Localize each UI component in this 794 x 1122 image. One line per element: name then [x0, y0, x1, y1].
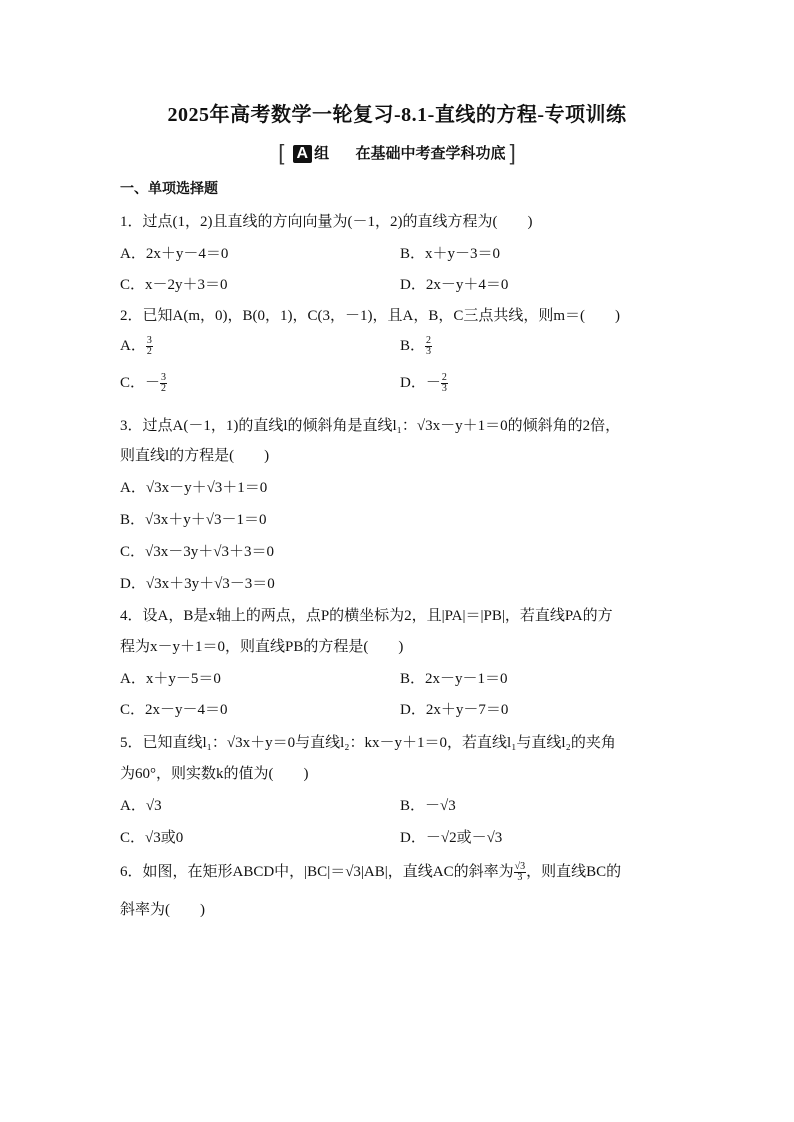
q2a-prefix: A．	[120, 338, 146, 354]
fraction-denominator: 2	[146, 346, 152, 358]
fraction-numerator: √3	[514, 861, 526, 873]
q2b-prefix: B．	[400, 338, 426, 354]
q5-option-b: B．－√3	[400, 798, 456, 814]
q2-option-d	[400, 371, 448, 394]
fraction	[514, 862, 527, 883]
question-4-line-1: 4．设A，B是x轴上的两点，点P的横坐标为2，且|PA|＝|PB|，若直线PA的方	[120, 608, 613, 624]
q5-option-c: C．√3或0	[120, 830, 184, 846]
bracket-right: ]	[509, 140, 516, 165]
page-title: 2025年高考数学一轮复习-8.1-直线的方程-专项训练	[167, 104, 627, 126]
q4-option-a: A．x＋y－5＝0	[120, 671, 221, 687]
fraction	[160, 373, 167, 394]
group-label: 组	[314, 145, 330, 162]
question-5-line-1: 5．已知直线l₁：√3x＋y＝0与直线l₂：kx－y＋1＝0，若直线l₁与直线l₂的夹角	[120, 735, 616, 751]
fraction	[146, 336, 153, 357]
fraction-numerator: 2	[426, 335, 432, 347]
fraction-denominator: 3	[426, 346, 432, 358]
q2c-prefix: C．－	[120, 375, 161, 391]
fraction-denominator: 3	[517, 872, 523, 884]
question-3-line-2: 则直线l的方程是( )	[120, 448, 270, 464]
q2-option-a	[120, 334, 153, 357]
fraction-numerator: 3	[161, 372, 167, 384]
q3-option-c: C．√3x－3y＋√3＋3＝0	[120, 544, 274, 560]
question-4-line-2: 程为x－y＋1＝0，则直线PB的方程是( )	[120, 639, 404, 655]
fraction	[441, 373, 448, 394]
q5-option-d: D．－√2或－√3	[400, 830, 503, 846]
question-2: 2．已知A(m，0)，B(0，1)，C(3，－1)，且A，B，C三点共线，则m＝( )	[120, 308, 620, 324]
q6-text-a: 6．如图，在矩形ABCD中，|BC|＝√3|AB|，直线AC的斜率为	[120, 864, 514, 880]
question-5-line-2: 为60°，则实数k的值为( )	[120, 766, 309, 782]
group-description: 在基础中考查学科功底	[355, 145, 506, 162]
section-heading: 一、单项选择题	[120, 180, 218, 196]
fraction-denominator: 2	[161, 383, 167, 395]
q2d-prefix: D．－	[400, 375, 441, 391]
group-heading	[0, 140, 794, 166]
q4-option-c: C．2x－y－4＝0	[120, 702, 228, 718]
q1-option-c: C．x－2y＋3＝0	[120, 277, 228, 293]
group-badge: A	[293, 145, 313, 163]
q2-option-c	[120, 371, 167, 394]
q3-option-b: B．√3x＋y＋√3－1＝0	[120, 512, 267, 528]
q2-option-b	[400, 334, 432, 357]
q4-option-d: D．2x＋y－7＝0	[400, 702, 509, 718]
question-6-line-2: 斜率为( )	[120, 902, 205, 918]
fraction-numerator: 3	[146, 335, 152, 347]
question-1: 1．过点(1，2)且直线的方向向量为(－1，2)的直线方程为( )	[120, 214, 533, 230]
fraction-numerator: 2	[441, 372, 447, 384]
q3-option-a: A．√3x－y＋√3＋1＝0	[120, 480, 268, 496]
q4-option-b: B．2x－y－1＝0	[400, 671, 508, 687]
bracket-left: [	[278, 140, 285, 165]
q3-option-d: D．√3x＋3y＋√3－3＝0	[120, 576, 275, 592]
fraction-denominator: 3	[441, 383, 447, 395]
fraction	[425, 336, 432, 357]
q1-option-b: B．x＋y－3＝0	[400, 246, 501, 262]
question-3-line-1: 3．过点A(－1，1)的直线l的倾斜角是直线l₁：√3x－y＋1＝0的倾斜角的2倍，	[120, 418, 621, 434]
q5-option-a: A．√3	[120, 798, 162, 814]
question-6-line-1	[120, 860, 621, 883]
q1-option-a: A．2x＋y－4＝0	[120, 246, 229, 262]
q1-option-d: D．2x－y＋4＝0	[400, 277, 509, 293]
q6-text-b: ，则直线BC的	[526, 864, 622, 880]
